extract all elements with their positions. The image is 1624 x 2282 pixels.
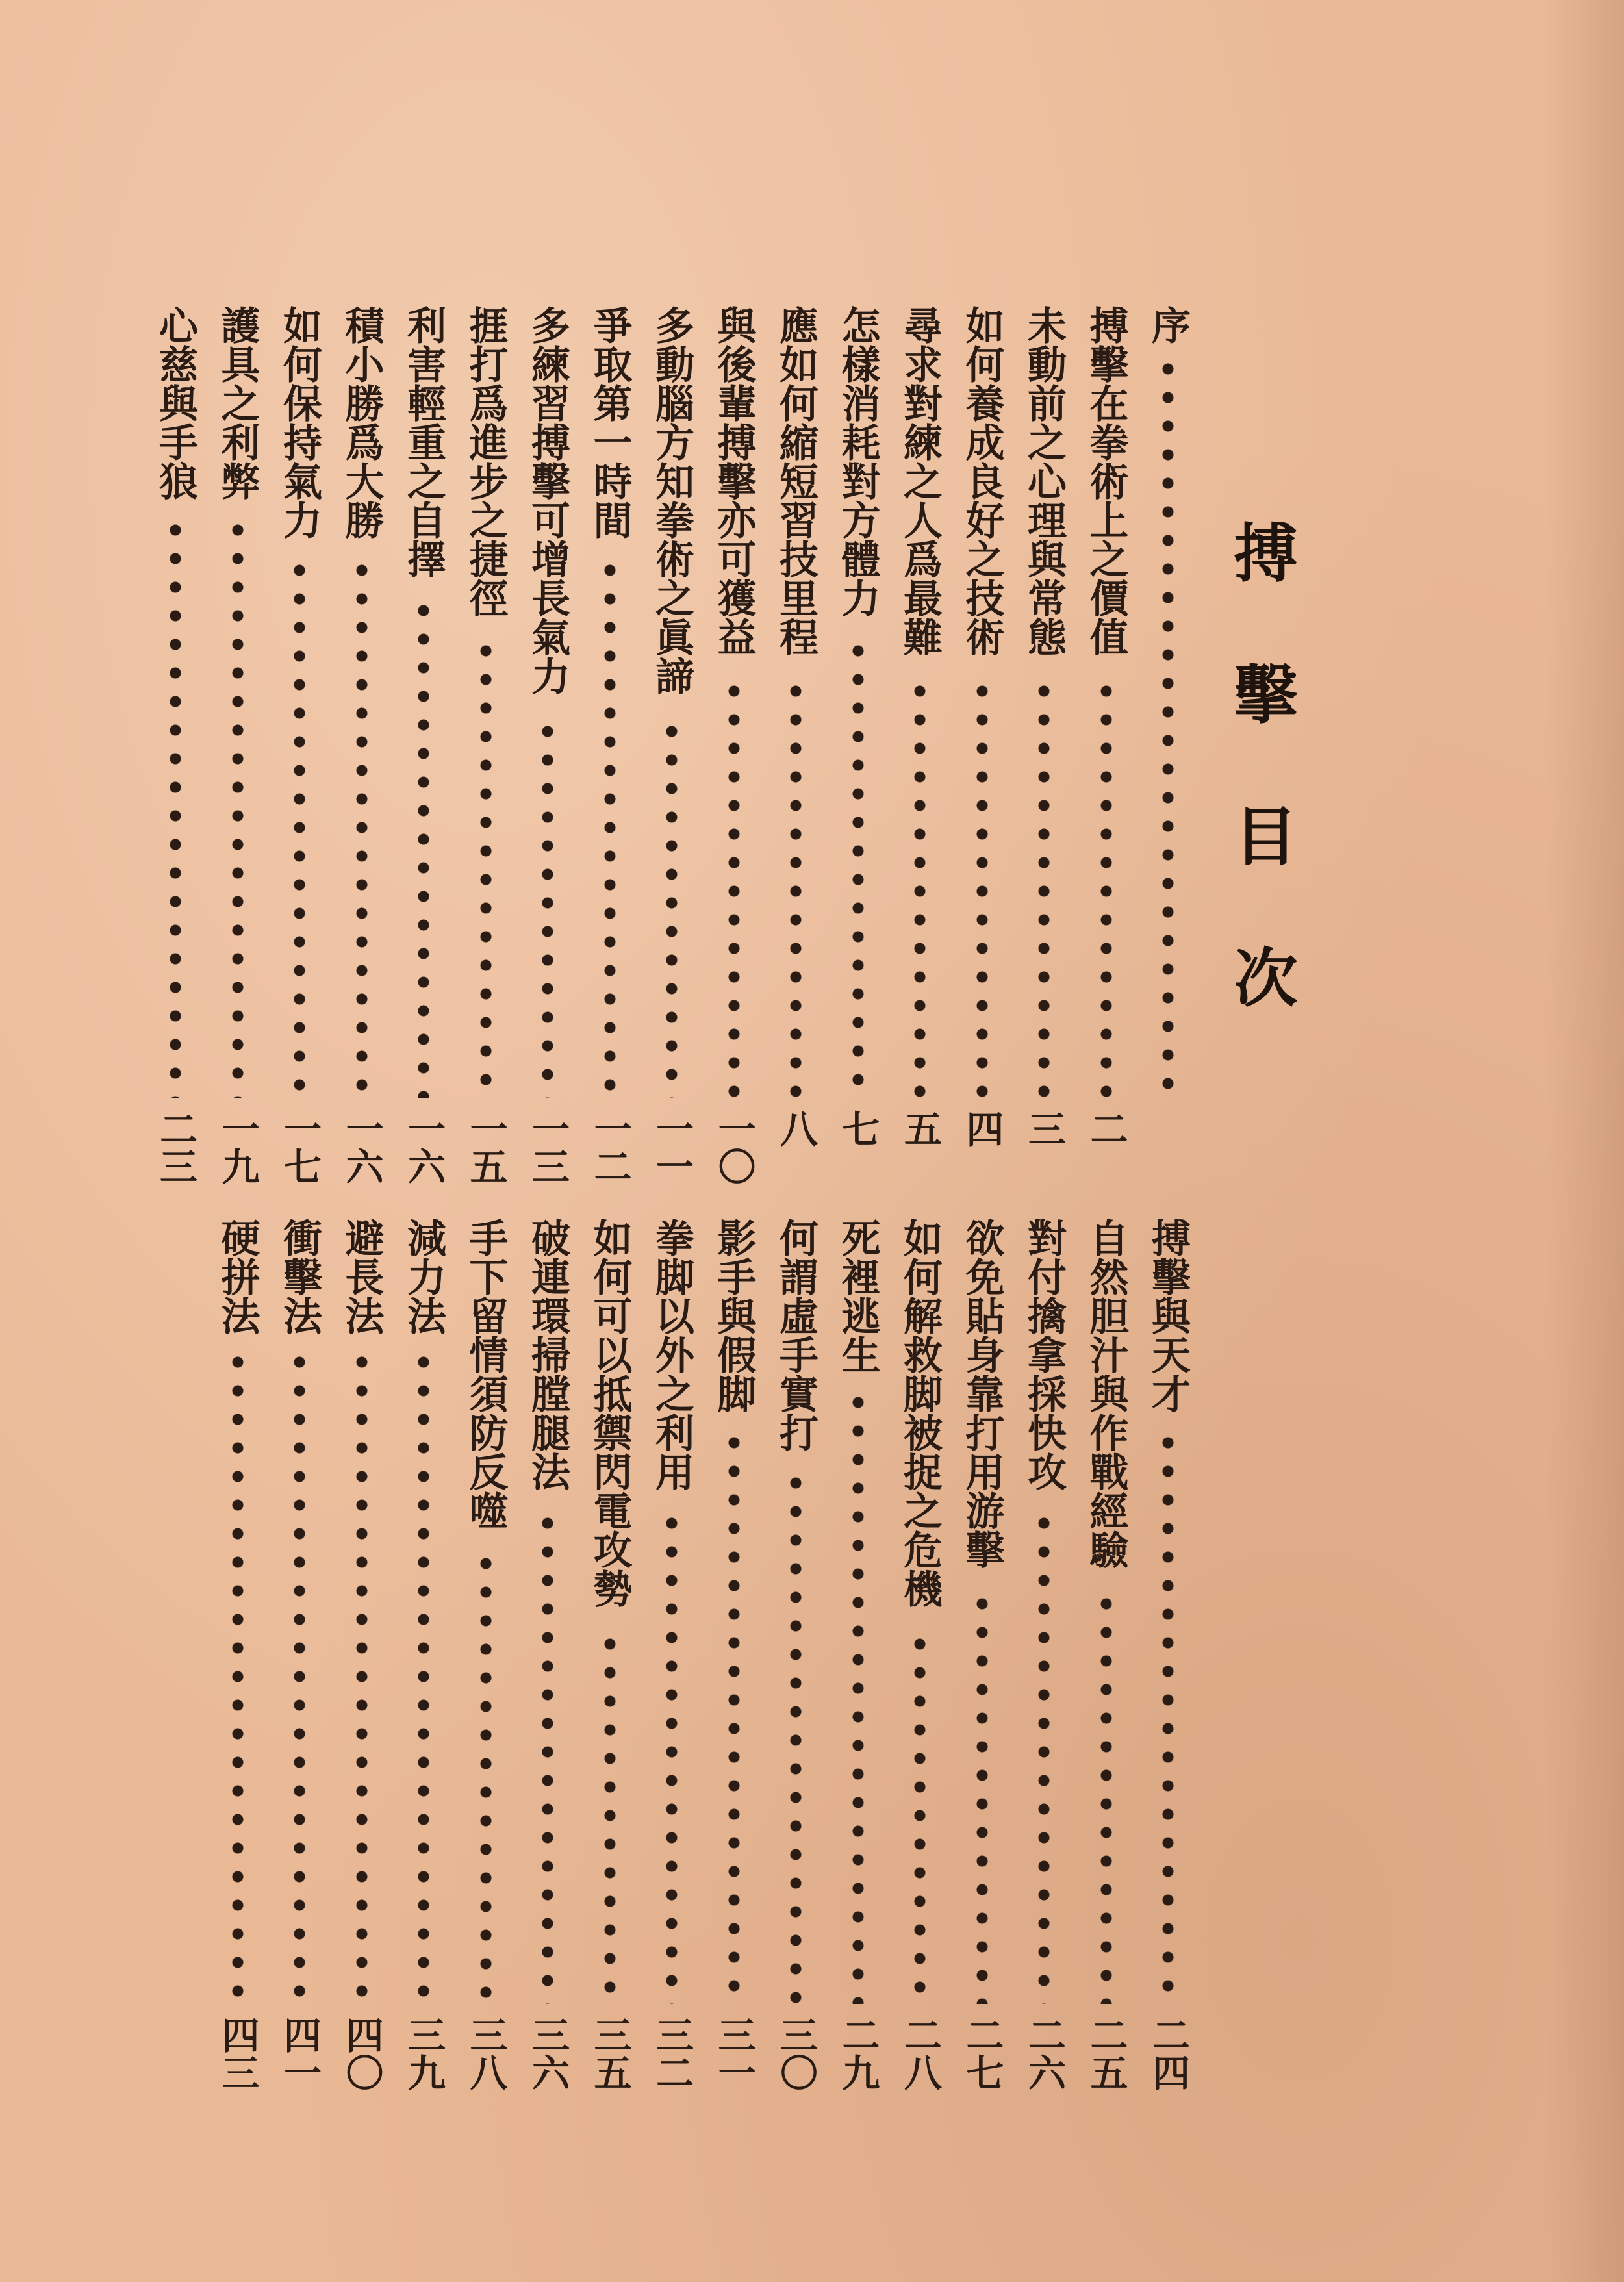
leader-dots — [660, 717, 683, 1098]
leader-dots — [226, 1348, 249, 2004]
toc-entry[interactable] — [585, 305, 635, 1189]
toc-entry-title: 利害輕重之自擇 — [401, 305, 446, 578]
toc-page-number: 四 — [959, 1109, 1004, 1147]
toc-entry-title: 手下留情須防反噬 — [463, 1218, 509, 1530]
toc-entry[interactable] — [647, 1218, 696, 2095]
toc-entry[interactable] — [1082, 305, 1131, 1189]
leader-dots — [226, 516, 249, 1098]
leader-dots — [1156, 355, 1180, 1098]
toc-page-number: 二五 — [1084, 2016, 1128, 2091]
toc-page-number: 四三 — [215, 2016, 260, 2091]
toc-page-number: 一六 — [401, 1109, 446, 1185]
toc-page-number: 三 — [1022, 1109, 1066, 1147]
toc-entry[interactable] — [1019, 1218, 1069, 2095]
toc-entry-title: 如何可以抵禦閃電攻勢 — [587, 1218, 633, 1608]
toc-page-number: 八 — [774, 1109, 818, 1147]
toc-entry[interactable] — [771, 1218, 820, 2095]
page-edge-shadow — [1546, 0, 1624, 2282]
toc-entry[interactable] — [585, 1218, 635, 2095]
leader-dots — [1095, 677, 1118, 1098]
toc-entry[interactable] — [833, 305, 883, 1189]
toc-page-number: 二八 — [898, 2016, 942, 2091]
toc-entry-title: 爭取第一時間 — [587, 305, 633, 539]
leader-dots — [846, 1388, 870, 2004]
toc-entry[interactable] — [213, 1218, 262, 2095]
leader-dots — [784, 1469, 807, 2004]
leader-dots — [1032, 1509, 1056, 2004]
toc-entry-title: 對付擒拿採快攻 — [1021, 1218, 1067, 1491]
toc-entry-title: 自然胆汁與作戰經驗 — [1083, 1218, 1129, 1569]
leader-dots — [350, 556, 374, 1098]
leader-dots — [1095, 1590, 1118, 2004]
toc-entry[interactable] — [399, 1218, 448, 2095]
toc-page-number: 一五 — [463, 1109, 508, 1185]
toc-page-number: 五 — [898, 1109, 942, 1147]
toc-page-number: 一七 — [277, 1109, 322, 1185]
leader-dots — [908, 677, 932, 1098]
toc-entry[interactable] — [1143, 1218, 1193, 2095]
leader-dots — [598, 1630, 622, 2004]
leader-dots — [660, 1509, 683, 2004]
toc-entry-title: 死裡逃生 — [835, 1218, 881, 1374]
toc-entry[interactable] — [275, 1218, 324, 2095]
toc-entry[interactable] — [337, 305, 387, 1189]
toc-page-number: 七 — [835, 1109, 880, 1147]
toc-entry[interactable] — [523, 305, 572, 1189]
toc-entry[interactable] — [275, 305, 324, 1189]
toc-entry-title: 如何保持氣力 — [277, 305, 322, 539]
toc-entry-title: 心慈與手狼 — [153, 305, 198, 500]
leader-dots — [164, 516, 187, 1098]
toc-entry-title: 搏擊在拳術上之價值 — [1083, 305, 1129, 656]
toc-page-number: 二四 — [1146, 2016, 1190, 2091]
page-title: 搏擊目次 — [1223, 520, 1298, 1086]
leader-dots — [1032, 677, 1056, 1098]
toc-entry-title: 硬拼法 — [214, 1218, 260, 1335]
toc-entry-title: 影手與假脚 — [711, 1218, 757, 1413]
toc-page-number: 一一 — [650, 1109, 694, 1185]
toc-page-number: 二三 — [153, 1109, 197, 1185]
toc-entry-title: 護具之利弊 — [214, 305, 260, 500]
leader-dots — [536, 717, 559, 1098]
toc-entry[interactable] — [461, 1218, 511, 2095]
toc-entry[interactable] — [958, 1218, 1007, 2095]
toc-entry[interactable] — [1082, 1218, 1131, 2095]
toc-entry[interactable] — [1143, 305, 1193, 1189]
toc-page-number: 三一 — [711, 2016, 756, 2091]
toc-entry-title: 多動腦方知拳術之眞諦 — [649, 305, 694, 695]
toc-page-number: 二六 — [1022, 2016, 1066, 2091]
toc-entry-title: 怎樣消耗對方體力 — [835, 305, 881, 617]
toc-entry-title: 與後輩搏擊亦可獲益 — [711, 305, 757, 656]
leader-dots — [288, 556, 311, 1098]
leader-dots — [350, 1348, 374, 2004]
toc-entry[interactable] — [461, 305, 511, 1189]
toc-entry-title: 衝擊法 — [277, 1218, 322, 1335]
leader-dots — [474, 637, 498, 1098]
toc-entry[interactable] — [399, 305, 448, 1189]
toc-page-number: 二七 — [959, 2016, 1004, 2091]
toc-entry[interactable] — [337, 1218, 387, 2095]
leader-dots — [971, 677, 994, 1098]
toc-page-number: 三八 — [463, 2016, 508, 2091]
toc-page-number: 一〇 — [711, 1109, 756, 1185]
toc-entry[interactable] — [1019, 305, 1069, 1189]
toc-entry[interactable] — [958, 305, 1007, 1189]
leader-dots — [908, 1630, 932, 2004]
leader-dots — [784, 677, 807, 1098]
toc-entry-title: 何謂虛手實打 — [773, 1218, 818, 1452]
toc-entry[interactable] — [771, 305, 820, 1189]
toc-entry[interactable] — [709, 305, 759, 1189]
toc-entry[interactable] — [709, 1218, 759, 2095]
leader-dots — [1156, 1428, 1180, 2004]
toc-entry-title: 搏擊與天才 — [1145, 1218, 1191, 1413]
toc-entry-title: 多練習搏擊可增長氣力 — [525, 305, 570, 695]
leader-dots — [474, 1549, 498, 2004]
leader-dots — [288, 1348, 311, 2004]
toc-entry-title: 未動前之心理與常態 — [1021, 305, 1067, 656]
toc-page-number: 三九 — [401, 2016, 446, 2091]
toc-entry-title: 拳脚以外之利用 — [649, 1218, 694, 1491]
toc-entry-title: 尋求對練之人爲最難 — [897, 305, 943, 656]
toc-entry-title: 減力法 — [401, 1218, 446, 1335]
leader-dots — [846, 637, 870, 1098]
toc-entry-title: 欲免貼身靠打用游擊 — [959, 1218, 1005, 1569]
leader-dots — [412, 1348, 435, 2004]
toc-entry-title: 如何解救脚被捉之危機 — [897, 1218, 943, 1608]
toc-entry[interactable] — [523, 1218, 572, 2095]
leader-dots — [722, 1428, 746, 2004]
toc-entry-title: 應如何縮短習技里程 — [773, 305, 818, 656]
toc-page-number: 三五 — [587, 2016, 632, 2091]
toc-entry-title: 如何養成良好之技術 — [959, 305, 1005, 656]
leader-dots — [536, 1509, 559, 2004]
toc-entry[interactable] — [895, 1218, 945, 2095]
toc-page-number: 三〇 — [774, 2016, 818, 2091]
toc-page-number: 一三 — [526, 1109, 570, 1185]
toc-page-number: 二九 — [835, 2016, 880, 2091]
leader-dots — [971, 1590, 994, 2004]
toc-entry[interactable] — [151, 305, 200, 1189]
toc-page-number: 三二 — [650, 2016, 694, 2091]
toc-page-number: 三六 — [526, 2016, 570, 2091]
toc-page-number: 一九 — [215, 1109, 260, 1185]
toc-entry-title: 破連環掃膛腿法 — [525, 1218, 570, 1491]
toc-entry-title: 序 — [1145, 305, 1191, 344]
leader-dots — [598, 556, 622, 1098]
toc-entry[interactable] — [895, 305, 945, 1189]
toc-page-number: 四一 — [277, 2016, 322, 2091]
toc-page-number: 一六 — [339, 1109, 384, 1185]
toc-entry-title: 避長法 — [338, 1218, 385, 1335]
toc-entry[interactable] — [213, 305, 262, 1189]
toc-page-number: 四〇 — [339, 2016, 384, 2091]
toc-entry-title: 捱打爲進步之捷徑 — [463, 305, 509, 617]
toc-page-number: 二 — [1084, 1109, 1128, 1147]
toc-entry-title: 積小勝爲大勝 — [338, 305, 385, 539]
toc-entry[interactable] — [647, 305, 696, 1189]
leader-dots — [412, 596, 435, 1098]
toc-entry[interactable] — [833, 1218, 883, 2095]
toc-page-number: 一二 — [587, 1109, 632, 1185]
leader-dots — [722, 677, 746, 1098]
